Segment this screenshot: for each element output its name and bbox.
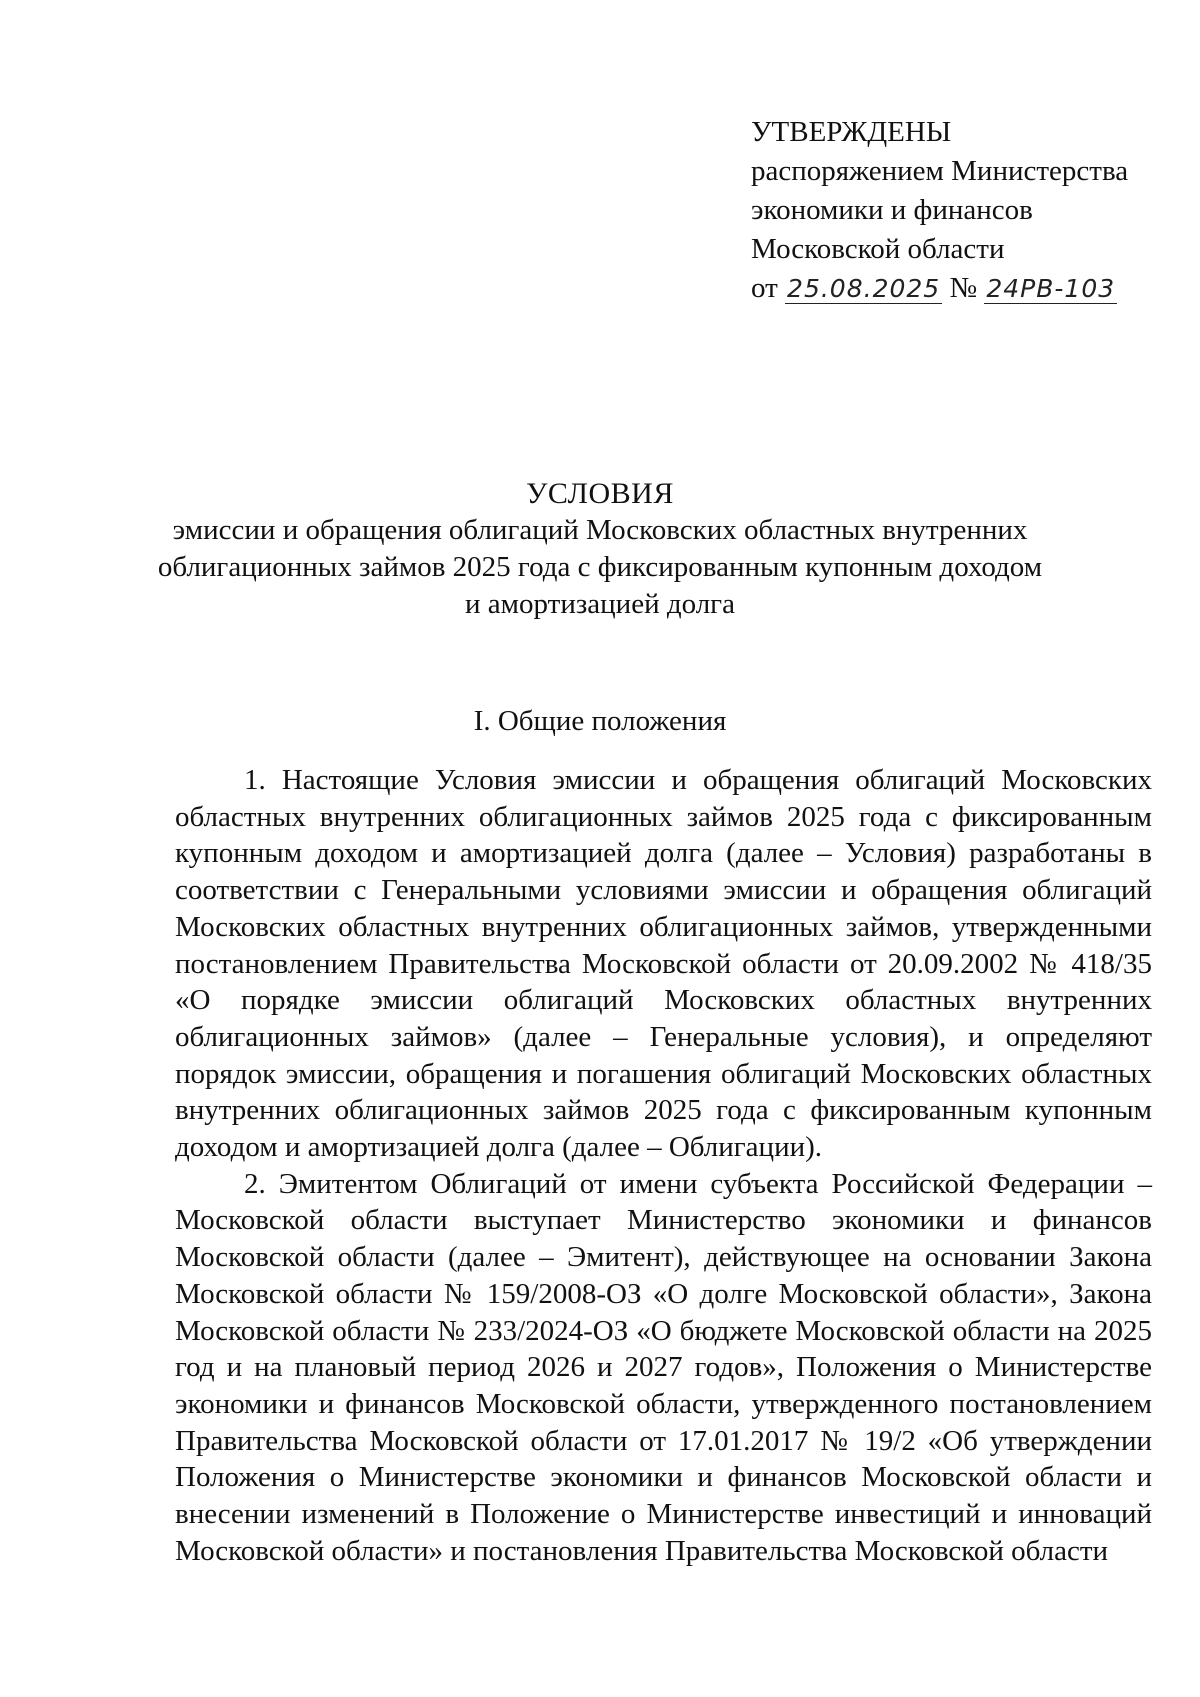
approval-stamp-block	[751, 113, 1128, 308]
title-line: и амортизацией долга	[465, 588, 735, 620]
title-main: УСЛОВИЯ	[526, 477, 674, 510]
paragraph-2: 2. Эмитентом Облигаций от имени субъекта Российской Федерации – Московской области выступает Министерство экономики и финансов Московской области (далее – Эмитент), действующее на основании Закона Московской области № 159/2008-ОЗ «О долге Московской области», Закона Московской области № 233/2024-ОЗ «О бюджете Московской области на 2025 год и на плановый период 2026 и 2027 годов», Положения о Министерстве экономики и финансов Московской области, утвержденного постановлением Правительства Московской области от 17.01.2017 № 19/2 «Об утверждении Положения о Министерстве экономики и финансов Московской области и внесении изменений в Положение о Министерстве инвестиций и инноваций Московской области» и постановления Правительства Московской области	[175, 1167, 1152, 1567]
approval-line: экономики и финансов	[751, 194, 1033, 226]
number-prefix: №	[949, 272, 978, 304]
document-body	[175, 762, 1152, 1569]
paragraph-1: 1. Настоящие Условия эмиссии и обращения облигаций Московских областных внутренних облигационных займов 2025 года с фиксированным купонным доходом и амортизацией долга (далее – Условия) разработаны в соответствии с Генеральными условиями эмиссии и обращения облигаций Московских областных внутренних облигационных займов, утвержденными постановлением Правительства Московской области от 20.09.2002 № 418/35 «О порядке эмиссии облигаций Московских областных внутренних облигационных займов» (далее – Генеральные условия), и определяют порядок эмиссии, обращения и погашения облигаций Московских областных внутренних облигационных займов 2025 года с фиксированным купонным доходом и амортизацией долга (далее – Облигации).	[175, 764, 1152, 1164]
document-title	[150, 475, 1050, 623]
approval-date-line	[751, 269, 1128, 308]
approval-line: Московской области	[751, 233, 1005, 265]
date-prefix: от	[751, 272, 778, 304]
title-line: эмиссии и обращения облигаций Московских областных внутренних	[172, 514, 1028, 546]
title-line: облигационных займов 2025 года с фиксированным купонным доходом	[157, 551, 1043, 583]
approval-line: распоряжением Министерства	[751, 155, 1129, 187]
approval-heading: УТВЕРЖДЕНЫ	[751, 116, 952, 148]
handwritten-date: 25.08.2025	[787, 274, 941, 303]
handwritten-number: 24РВ-103	[986, 274, 1116, 303]
section-heading: I. Общие положения	[473, 705, 727, 737]
